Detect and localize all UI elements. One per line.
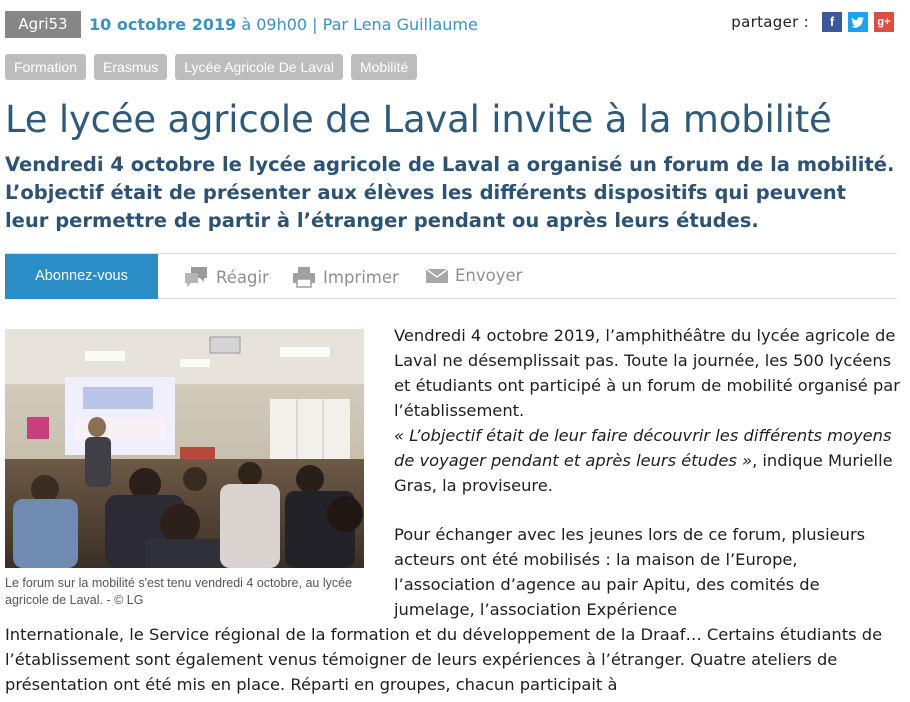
subscribe-button[interactable]: Abonnez-vous bbox=[5, 254, 158, 299]
article-lead: Vendredi 4 octobre le lycée agricole de Laval a organisé un forum de la mobilité. L’objectif était de présenter aux élèves les différents dispositifs qui peuvent leur permettre de partir à l’étranger pendant ou après leurs études. bbox=[5, 153, 895, 232]
print-label: Imprimer bbox=[323, 267, 399, 287]
share-label: partager : bbox=[731, 13, 809, 31]
article-paragraph-1 bbox=[394, 323, 900, 498]
comment-icon bbox=[183, 266, 209, 288]
paragraph-1-quote: « L’objectif était de leur faire découvrir les différents moyens de voyager pendant et après leurs études » bbox=[394, 426, 892, 470]
article-paragraph-2-continued: Internationale, le Service régional de la formation et du développement de la Draaf… Certains étudiants de l’établissement sont également venus témoigner de leurs expériences à l’étranger. Quatre ateliers de présentation ont été mis en place. Réparti en groupes, chacun participait à bbox=[5, 625, 883, 694]
article-meta bbox=[89, 12, 478, 38]
printer-icon bbox=[292, 266, 316, 288]
send-label: Envoyer bbox=[455, 266, 523, 285]
tag-mobilite[interactable]: Mobilité bbox=[351, 54, 417, 80]
facebook-icon[interactable]: f bbox=[822, 12, 842, 32]
send-button[interactable] bbox=[426, 266, 522, 285]
react-button[interactable] bbox=[183, 266, 269, 288]
tag-erasmus[interactable]: Erasmus bbox=[94, 54, 167, 80]
section-badge[interactable]: Agri53 bbox=[5, 11, 81, 38]
paragraph-1-attribution: , indique Murielle Gras, la proviseure. bbox=[394, 451, 893, 495]
share-bar bbox=[731, 12, 894, 32]
tag-lycee-agricole[interactable]: Lycée Agricole De Laval bbox=[175, 54, 343, 80]
photo-caption: Le forum sur la mobilité s'est tenu vendredi 4 octobre, au lycée agricole de Laval. - © LG bbox=[5, 576, 353, 607]
article-photo[interactable] bbox=[5, 329, 364, 568]
publish-time-author: à 09h00 | Par Lena Guillaume bbox=[241, 15, 478, 34]
paragraph-1-text: Vendredi 4 octobre 2019, l’amphithéâtre du lycée agricole de Laval ne désemplissait pas. Toute la journée, les 500 lycéens et étudiants ont participé à un forum de mobilité organisé par l’établissement. bbox=[394, 326, 900, 420]
article-paragraph-2-start: Pour échanger avec les jeunes lors de ce forum, plusieurs acteurs ont été mobilisés : la maison de l’Europe, l’association d’agence au pair Apitu, des comités de jumelage, l’association Expérience bbox=[394, 525, 866, 619]
react-label: Réagir bbox=[216, 267, 269, 287]
google-plus-icon[interactable]: g+ bbox=[874, 12, 894, 32]
twitter-icon[interactable] bbox=[848, 12, 868, 32]
publish-date: 10 octobre 2019 bbox=[89, 15, 237, 34]
envelope-icon bbox=[426, 268, 448, 284]
tag-formation[interactable]: Formation bbox=[5, 54, 86, 80]
article-title: Le lycée agricole de Laval invite à la mobilité bbox=[5, 98, 832, 141]
print-button[interactable] bbox=[292, 266, 399, 288]
tag-list bbox=[5, 54, 417, 80]
